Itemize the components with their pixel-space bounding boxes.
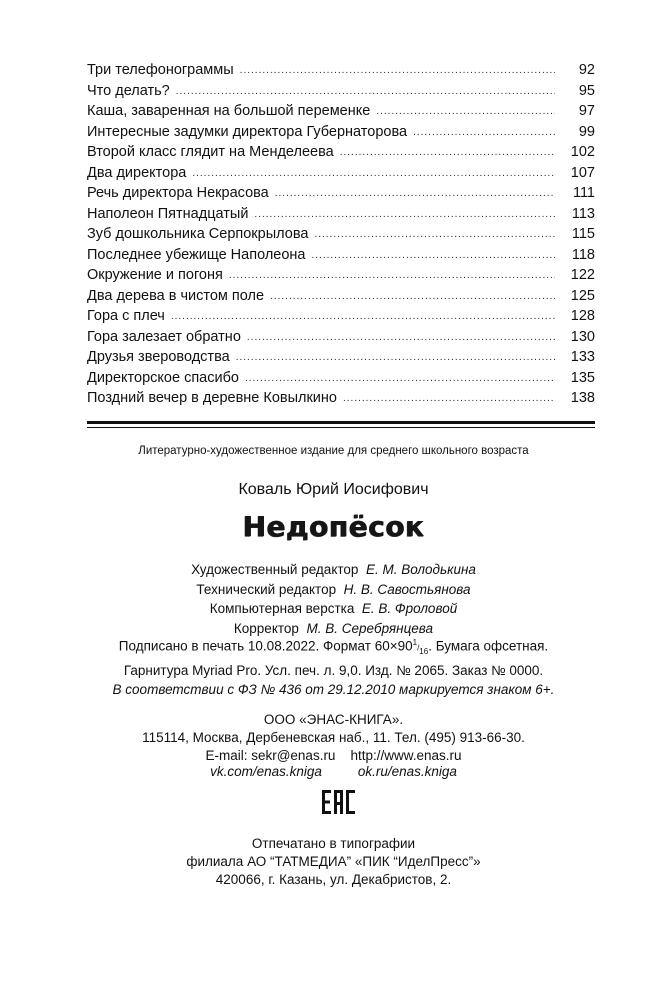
credit-role: Корректор <box>233 620 299 636</box>
toc-entry-page: 111 <box>572 185 595 201</box>
credit-line <box>0 599 667 619</box>
toc-leader-dots <box>340 147 555 158</box>
toc-entry-page: 128 <box>570 308 595 324</box>
toc-entry-title: Наполеон Пятнадцатый <box>87 205 249 222</box>
typeface-line: Гарнитура Myriad Pro. Усл. печ. л. 9,0. Изд. № 2065. Заказ № 0000. <box>123 663 544 679</box>
credit-name: М. В. Серебрянцева <box>306 620 434 636</box>
toc-entry-title: Директорское спасибо <box>87 369 239 386</box>
toc-leader-dots <box>254 209 555 220</box>
table-of-contents <box>87 62 595 411</box>
divider-thick <box>87 421 595 424</box>
toc-entry-title: Окружение и погоня <box>87 267 223 283</box>
printer-line: 420066, г. Казань, ул. Декабристов, 2. <box>215 872 452 887</box>
credit-role: Компьютерная верстка <box>209 601 355 616</box>
social-links <box>0 764 667 779</box>
toc-entry[interactable] <box>87 370 595 391</box>
toc-entry-title: Гора с плеч <box>87 308 165 324</box>
signed-line: Подписано в печать 10.08.2022. Формат $60\times 90^1/_{16}$. Бумага офсетная. <box>118 638 549 657</box>
toc-entry-page: 138 <box>570 390 595 406</box>
toc-entry[interactable] <box>87 83 595 104</box>
toc-entry[interactable] <box>87 267 595 288</box>
website-link[interactable]: http://www.enas.ru <box>350 748 462 763</box>
toc-leader-dots <box>247 332 555 343</box>
toc-entry-title: Интересные задумки директора Губернаторова <box>87 123 408 140</box>
print-details <box>0 633 667 699</box>
toc-entry-page: 135 <box>570 369 595 386</box>
toc-entry[interactable] <box>87 308 595 329</box>
format-denominator: 16 <box>419 647 429 657</box>
credit-name: Н. В. Савостьянова <box>343 581 471 597</box>
toc-entry-page: 95 <box>578 82 595 99</box>
toc-entry-title: Речь директора Некрасова <box>87 185 269 201</box>
toc-entry-title: Два дерева в чистом поле <box>87 287 265 304</box>
toc-entry-page: 107 <box>570 164 595 181</box>
credit-name: Е. М. Володькина <box>365 562 476 577</box>
toc-entry-page: 97 <box>578 103 595 119</box>
signed-text: Подписано в печать 10.08.2022. Формат 60×90 <box>118 638 413 654</box>
toc-entry-title: Что делать? <box>87 82 170 99</box>
toc-entry[interactable] <box>87 62 595 83</box>
toc-entry-page: 92 <box>578 62 595 78</box>
law-line: В соответствии с ФЗ № 436 от 29.12.2010 маркируется знаком 6+. <box>112 682 555 698</box>
toc-entry[interactable] <box>87 349 595 370</box>
toc-entry[interactable] <box>87 247 595 268</box>
credit-role: Художественный редактор <box>191 562 359 577</box>
toc-leader-dots <box>275 188 555 199</box>
toc-leader-dots <box>245 373 555 384</box>
ok-link[interactable]: ok.ru/enas.kniga <box>357 764 457 779</box>
publisher-name: ООО «ЭНАС-КНИГА». <box>263 712 404 727</box>
toc-leader-dots <box>192 168 555 179</box>
toc-leader-dots <box>240 65 555 76</box>
toc-entry-title: Каша, заваренная на большой переменке <box>87 103 371 119</box>
toc-entry[interactable] <box>87 206 595 227</box>
publisher-block <box>0 711 667 765</box>
toc-leader-dots <box>343 393 555 404</box>
toc-leader-dots <box>314 229 555 240</box>
toc-leader-dots <box>311 250 555 261</box>
credit-line <box>0 580 667 600</box>
toc-entry-page: 125 <box>570 287 595 304</box>
author-name: Коваль Юрий Иосифович <box>238 481 429 498</box>
toc-entry[interactable] <box>87 144 595 165</box>
toc-leader-dots <box>413 127 555 138</box>
toc-entry-title: Последнее убежище Наполеона <box>87 246 306 263</box>
toc-entry-title: Второй класс глядит на Менделеева <box>87 144 334 160</box>
credit-role: Технический редактор <box>196 581 337 597</box>
printer-block <box>0 835 667 889</box>
toc-leader-dots <box>376 106 555 117</box>
toc-entry[interactable] <box>87 329 595 350</box>
toc-entry-title: Два директора <box>87 164 187 181</box>
edition-type: Литературно-художественное издание для среднего школьного возраста <box>138 445 529 457</box>
toc-entry-title: Поздний вечер в деревне Ковылкино <box>87 390 337 406</box>
vk-link[interactable]: vk.com/enas.kniga <box>210 764 322 779</box>
divider-thin <box>87 427 595 428</box>
credit-name: Е. В. Фроловой <box>361 601 458 616</box>
toc-entry[interactable] <box>87 165 595 186</box>
book-title: Недопёсок <box>242 510 425 543</box>
toc-leader-dots <box>176 86 555 97</box>
eac-mark-icon <box>321 789 357 815</box>
toc-entry[interactable] <box>87 185 595 206</box>
email-text: E-mail: sekr@enas.ru <box>205 748 336 763</box>
toc-leader-dots <box>171 311 555 322</box>
printer-line: филиала АО “ТАТМЕДИА” «ПИК “ИделПресс”» <box>186 854 481 869</box>
printer-line: Отпечатано в типографии <box>251 836 416 851</box>
toc-entry[interactable] <box>87 390 595 411</box>
toc-entry-title: Три телефонограммы <box>87 62 234 78</box>
toc-entry-page: 102 <box>570 144 595 160</box>
credits-block <box>0 560 667 638</box>
format-numerator: 1 <box>412 638 418 647</box>
credit-line <box>0 560 667 580</box>
toc-entry-page: 113 <box>571 205 595 222</box>
toc-entry-title: Друзья звероводства <box>87 349 230 365</box>
toc-entry-page: 122 <box>570 267 595 283</box>
toc-entry-page: 99 <box>578 123 595 140</box>
toc-entry-title: Гора залезает обратно <box>87 328 241 345</box>
toc-entry-page: 115 <box>571 226 595 242</box>
toc-entry-page: 130 <box>570 328 595 345</box>
toc-entry[interactable] <box>87 124 595 145</box>
toc-entry[interactable] <box>87 103 595 124</box>
contact-line <box>0 747 667 765</box>
toc-leader-dots <box>270 291 555 302</box>
toc-entry-page: 133 <box>570 349 595 365</box>
toc-leader-dots <box>229 270 555 281</box>
toc-entry[interactable] <box>87 226 595 247</box>
toc-entry-page: 118 <box>571 246 595 263</box>
paper-text: . Бумага офсетная. <box>428 638 549 654</box>
publisher-address: 115114, Москва, Дербеневская наб., 11. Тел. (495) 913-66-30. <box>142 730 525 745</box>
toc-leader-dots <box>236 352 555 363</box>
toc-entry-title: Зуб дошкольника Серпокрылова <box>87 226 309 242</box>
toc-entry[interactable] <box>87 288 595 309</box>
